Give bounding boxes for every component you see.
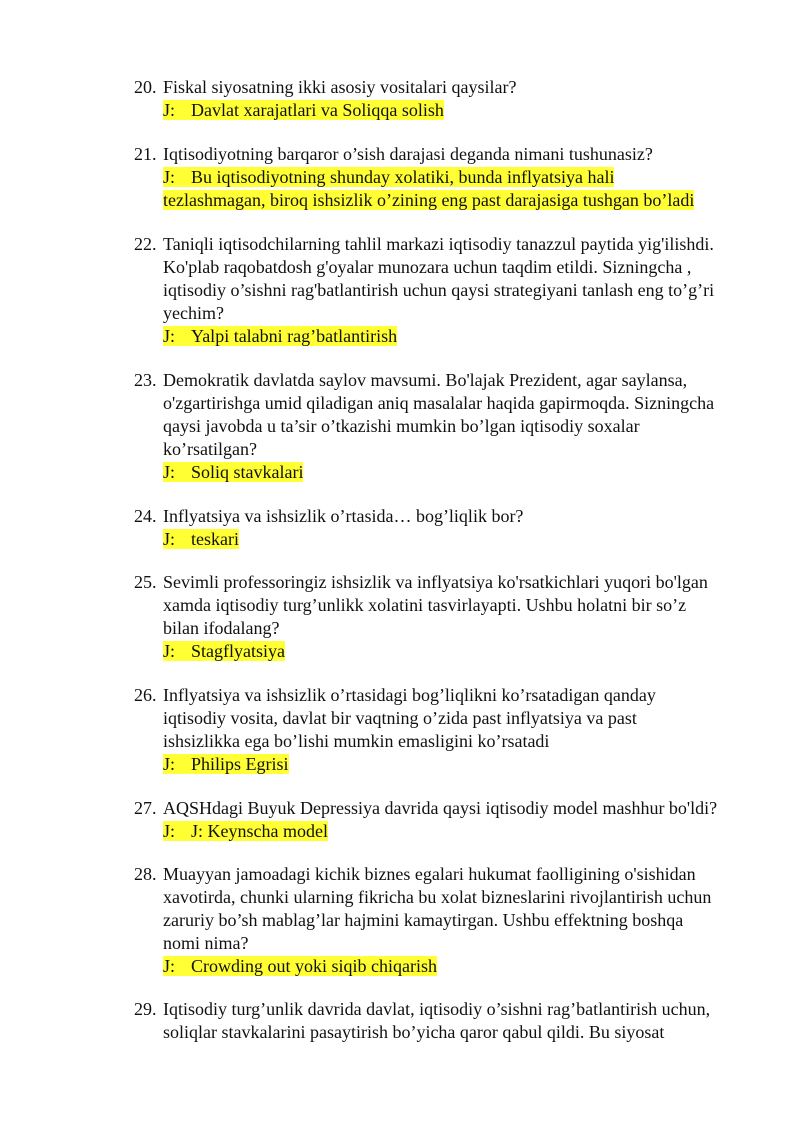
- answer-prefix: J:: [163, 529, 176, 549]
- answer-text: Yalpi talabni rag’batlantirish: [191, 326, 398, 346]
- question-number: 23.: [134, 370, 157, 390]
- answer: [163, 528, 754, 551]
- answer-text: Philips Egrisi: [191, 754, 289, 774]
- answer-prefix: J:: [163, 754, 176, 774]
- question-text: nomi nima?: [163, 933, 249, 953]
- answer-text: J: Keynscha model: [191, 821, 328, 841]
- question-text: Sevimli professoringiz ishsizlik va inflyatsiya ko'rsatkichlari yuqori bo'lgan: [163, 572, 708, 592]
- question-item: [134, 143, 754, 212]
- question-text: soliqlar stavkalarini pasaytirish bo’yicha qaror qabul qildi. Bu siyosat: [163, 1022, 665, 1042]
- answer: [163, 820, 754, 843]
- answer: [163, 166, 754, 189]
- question-item: [134, 998, 754, 1044]
- answer-prefix: J:: [163, 167, 176, 187]
- question-text: xamda iqtisodiy turg’unlikk xolatini tasvirlayapti. Ushbu holatni bir so’z: [163, 595, 687, 615]
- answer-text: Bu iqtisodiyotning shunday xolatiki, bunda inflyatsiya hali: [191, 167, 615, 187]
- question-text: zaruriy bo’sh mablag’lar hajmini kamaytirgan. Ushbu effektning boshqa: [163, 910, 684, 930]
- answer: [163, 325, 754, 348]
- question-text: Taniqli iqtisodchilarning tahlil markazi iqtisodiy tanazzul paytida yig'ilishdi.: [163, 234, 714, 254]
- question-item: [134, 76, 754, 122]
- answer: [163, 461, 754, 484]
- question-text: Inflyatsiya va ishsizlik o’rtasidagi bog’liqlikni ko’rsatadigan qanday: [163, 685, 656, 705]
- question-text: qaysi javobda u ta’sir o’tkazishi mumkin bo’lgan iqtisodiy soxalar: [163, 416, 640, 436]
- question-text: Fiskal siyosatning ikki asosiy vositalari qaysilar?: [163, 77, 517, 97]
- question-number: 24.: [134, 506, 157, 526]
- question-number: 29.: [134, 999, 157, 1019]
- answer-text: tezlashmagan, biroq ishsizlik o’zining eng past darajasiga tushgan bo’ladi: [163, 190, 695, 210]
- question-text: Iqtisodiyotning barqaror o’sish darajasi deganda nimani tushunasiz?: [163, 144, 653, 164]
- answer-continuation: [163, 189, 754, 212]
- question-item: [134, 369, 754, 484]
- question-number: 28.: [134, 864, 157, 884]
- question-text: ko’rsatilgan?: [163, 439, 257, 459]
- question-text: ishsizlikka ega bo’lishi mumkin emasligini ko’rsatadi: [163, 731, 550, 751]
- question-text: bilan ifodalang?: [163, 618, 280, 638]
- answer: [163, 955, 754, 978]
- question-item: [134, 571, 754, 663]
- question-text: Muayyan jamoadagi kichik biznes egalari hukumat faolligining o'sishidan: [163, 864, 696, 884]
- question-number: 27.: [134, 798, 157, 818]
- question-number: 22.: [134, 234, 157, 254]
- question-item: [134, 505, 754, 551]
- answer-text: Davlat xarajatlari va Soliqqa solish: [191, 100, 444, 120]
- question-item: [134, 797, 754, 843]
- question-number: 20.: [134, 77, 157, 97]
- answer: [163, 640, 754, 663]
- question-number: 26.: [134, 685, 157, 705]
- question-number: 25.: [134, 572, 157, 592]
- answer: [163, 99, 754, 122]
- answer-text: Stagflyatsiya: [191, 641, 285, 661]
- question-item: [134, 863, 754, 978]
- answer-prefix: J:: [163, 326, 176, 346]
- question-text: yechim?: [163, 303, 224, 323]
- question-item: [134, 684, 754, 776]
- question-text: o'zgartirishga umid qiladigan aniq masalalar haqida gapirmoqda. Sizningcha: [163, 393, 715, 413]
- question-text: Ko'plab raqobatdosh g'oyalar munozara uchun taqdim etildi. Sizningcha ,: [163, 257, 692, 277]
- answer-prefix: J:: [163, 956, 176, 976]
- answer-prefix: J:: [163, 462, 176, 482]
- answer-text: Crowding out yoki siqib chiqarish: [191, 956, 437, 976]
- question-number: 21.: [134, 144, 157, 164]
- answer-text: Soliq stavkalari: [191, 462, 304, 482]
- question-item: [134, 233, 754, 348]
- question-text: AQSHdagi Buyuk Depressiya davrida qaysi iqtisodiy model mashhur bo'ldi?: [163, 798, 718, 818]
- answer-prefix: J:: [163, 100, 176, 120]
- answer-prefix: J:: [163, 821, 176, 841]
- answer: [163, 753, 754, 776]
- question-text: iqtisodiy vosita, davlat bir vaqtning o’zida past inflyatsiya va past: [163, 708, 637, 728]
- question-text: Inflyatsiya va ishsizlik o’rtasida… bog’liqlik bor?: [163, 506, 524, 526]
- question-text: Iqtisodiy turg’unlik davrida davlat, iqtisodiy o’sishni rag’batlantirish uchun,: [163, 999, 711, 1019]
- question-text: xavotirda, chunki ularning fikricha bu xolat bizneslarini rivojlantirish uchun: [163, 887, 712, 907]
- question-text: Demokratik davlatda saylov mavsumi. Bo'lajak Prezident, agar saylansa,: [163, 370, 688, 390]
- answer-prefix: J:: [163, 641, 176, 661]
- answer-text: teskari: [191, 529, 239, 549]
- question-text: iqtisodiy o’sishni rag'batlantirish uchun qaysi strategiyani tanlash eng to’g’ri: [163, 280, 715, 300]
